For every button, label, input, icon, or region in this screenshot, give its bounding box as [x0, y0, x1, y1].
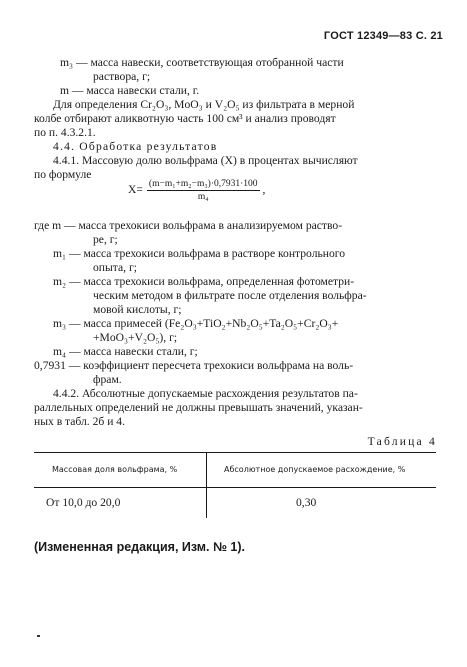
section-heading: 4.4. Обработка результатов	[53, 140, 218, 153]
text-line: опыта, г;	[93, 261, 137, 274]
text-line: m — масса навески стали, г.	[60, 84, 200, 97]
table-header-col1: Массовая доля вольфрама, %	[52, 465, 178, 474]
text-line: 0,7931 — коэффициент пересчета трехокиси вольфрама на воль-	[34, 359, 354, 372]
text-line: фрам.	[93, 373, 122, 386]
text-line: +MoO₃+V₂O₅), г;	[93, 331, 178, 344]
text-line: m₃ — масса примесей (Fe₂O₃+TiO₂+Nb₂O₅+Ta₂O₅+Cr₂O₃+	[53, 317, 339, 330]
formula-denominator: m₄	[197, 192, 209, 202]
text-line: колбе отбирают аликвотную часть 100 см³ и анализ проводят	[34, 112, 336, 125]
formula-numerator: (m−m₁+m₂−m₃)·0,7931·100	[148, 179, 258, 189]
formula-fraction	[147, 179, 260, 202]
text-line: 4.4.1. Массовую долю вольфрама (X) в процентах вычисляют	[53, 154, 358, 167]
table-caption: Таблица 4	[367, 435, 437, 448]
text-line: по п. 4.3.2.1.	[34, 126, 96, 139]
page-header: ГОСТ 12349—83 С. 21	[323, 30, 443, 42]
text-line: m₁ — масса трехокиси вольфрама в растворе контрольного	[53, 247, 346, 260]
formula	[128, 179, 265, 202]
text-line: m₃ — масса навески, соответствующая отобранной части	[60, 56, 344, 69]
page-speck	[37, 635, 40, 637]
table-cell-col1: От 10,0 до 20,0	[46, 496, 121, 509]
text-line: где m — масса трехокиси вольфрама в анализируемом раство-	[34, 219, 343, 232]
table-top-rule	[34, 452, 436, 453]
text-line: мовой кислоты, г;	[93, 303, 182, 316]
table-header-col2: Абсолютное допускаемое расхождение, %	[224, 465, 406, 474]
text-line: ческим методом в фильтрате после отделения вольфра-	[93, 289, 367, 302]
amendment-note: (Измененная редакция, Изм. № 1).	[34, 540, 245, 554]
table-column-divider	[206, 452, 207, 518]
formula-lhs: X=	[128, 183, 143, 197]
text-line: ре, г;	[93, 233, 118, 246]
text-line: m₄ — масса навески стали, г;	[53, 345, 198, 358]
table-cell-col2: 0,30	[296, 496, 317, 509]
text-line: раствора, г;	[93, 70, 151, 83]
table-header-rule	[34, 487, 436, 488]
text-line: раллельных определений не должны превышать значений, указан-	[34, 401, 363, 414]
text-line: 4.4.2. Абсолютные допускаемые расхождения результатов па-	[53, 387, 358, 400]
formula-tail: ,	[262, 183, 266, 197]
text-line: m₂ — масса трехокиси вольфрама, определенная фотометри-	[53, 275, 355, 288]
text-line: ных в табл. 2б и 4.	[34, 415, 126, 428]
text-line: Для определения Cr₂O₃, MoO₃ и V₂O₅ из фильтрата в мерной	[53, 98, 355, 111]
text-line: по формуле	[34, 168, 92, 181]
